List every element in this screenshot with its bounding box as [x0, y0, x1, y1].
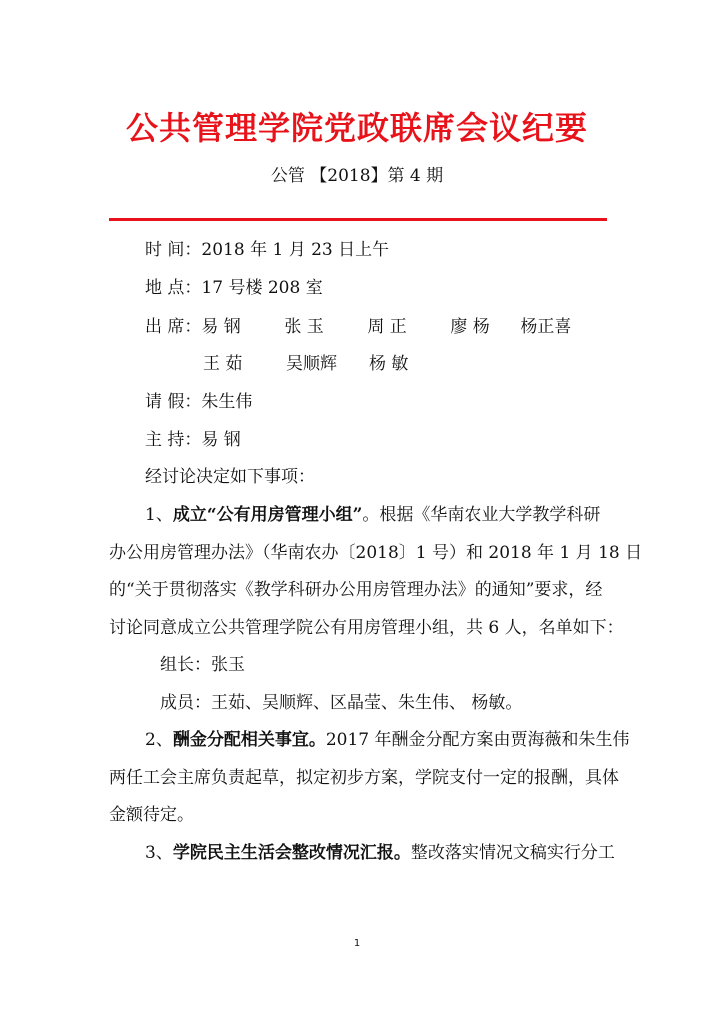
item-1-heading: 成立“公有用房管理小组”: [172, 505, 363, 525]
item-1-number: 1、: [145, 505, 173, 525]
item-3-heading: 学院民主生活会整改情况汇报。: [172, 843, 411, 863]
item-2-heading: 酬金分配相关事宜。: [172, 730, 326, 750]
page-number: 1: [353, 938, 361, 949]
time-value: 2018 年 1 月 23 日上午: [201, 240, 390, 260]
item-1-first-line: [145, 503, 600, 527]
attendee: 张 玉: [284, 317, 324, 337]
place-label: 地 点：: [145, 278, 202, 298]
item-1-text: 。根据《华南农业大学教学科研: [362, 505, 601, 525]
item-2-text-line: 金额待定。: [109, 805, 194, 825]
item-2-first-line: [145, 728, 630, 752]
attendees-line-1: [145, 315, 571, 339]
leave-line: [145, 390, 252, 414]
attendee: 杨正喜: [520, 317, 572, 337]
leave-value: 朱生伟: [201, 392, 253, 412]
host-value: 易 钢: [201, 430, 241, 450]
time-label: 时 间：: [145, 240, 202, 260]
group-leader: 组长：张玉: [160, 655, 245, 675]
attendees-line-2: [203, 352, 408, 376]
attendee: 易 钢: [201, 317, 241, 337]
item-1-text-line: 讨论同意成立公共管理学院公有用房管理小组，共 6 人，名单如下：: [109, 618, 624, 638]
attendee: 杨 敏: [369, 354, 409, 374]
host-label: 主 持：: [145, 430, 202, 450]
attendee: 吴顺辉: [286, 354, 337, 374]
attendee: 周 正: [367, 317, 407, 337]
place-value: 17 号楼 208 室: [201, 278, 323, 298]
item-3-text: 整改落实情况文稿实行分工: [410, 843, 615, 863]
attend-label: 出 席：: [145, 317, 202, 337]
item-2-number: 2、: [145, 730, 173, 750]
item-1-text-line: 办公用房管理办法》（华南农办〔2018〕1 号）和 2018 年 1 月 18 日: [109, 543, 643, 563]
leave-label: 请 假：: [145, 392, 202, 412]
place-line: [145, 276, 323, 300]
document-number: 公管 【2018】第 4 期: [270, 166, 444, 186]
host-line: [145, 428, 241, 452]
red-divider: [109, 218, 607, 221]
attendee: 廖 杨: [450, 317, 490, 337]
time-line: [145, 238, 389, 262]
intro-text: 经讨论决定如下事项：: [145, 467, 315, 487]
item-3-number: 3、: [145, 843, 173, 863]
document-title: 公共管理学院党政联席会议纪要: [125, 109, 588, 147]
item-3-first-line: [145, 841, 615, 865]
item-1-text-line: 的“关于贯彻落实《教学科研办公用房管理办法》的通知”要求，经: [109, 580, 603, 600]
item-2-text: 2017 年酬金分配方案由贾海薇和朱生伟: [325, 730, 630, 750]
attendee: 王 茹: [203, 354, 243, 374]
item-2-text-line: 两任工会主席负责起草，拟定初步方案，学院支付一定的报酬，具体: [109, 768, 619, 788]
group-members: 成员：王茹、吴顺辉、区晶莹、朱生伟、 杨敏。: [160, 693, 523, 713]
